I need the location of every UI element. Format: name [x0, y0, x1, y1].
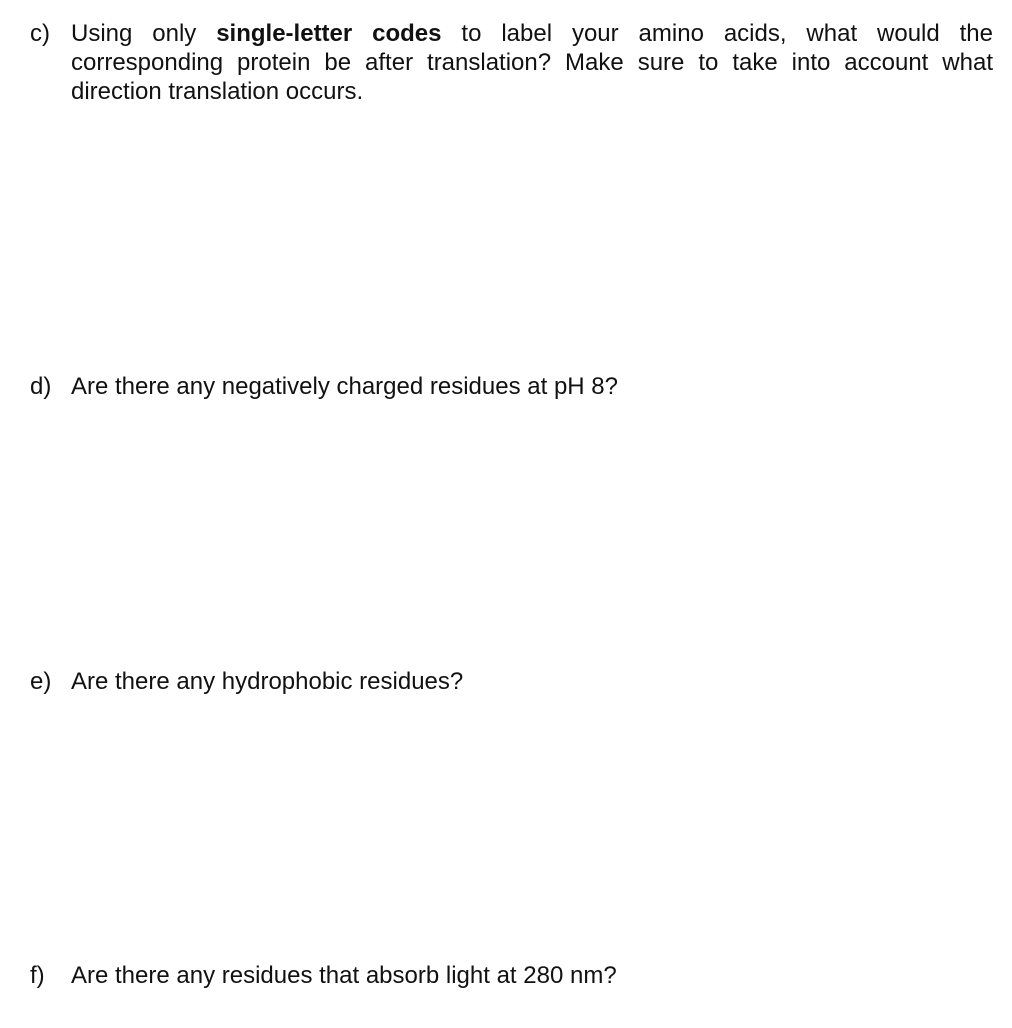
- question-text: Are there any hydrophobic residues?: [71, 668, 464, 695]
- question-text-start: Using only: [71, 20, 217, 47]
- question-text: [71, 19, 993, 106]
- question-text: Are there any residues that absorb light at 280 nm?: [71, 962, 617, 989]
- question-label: c): [30, 20, 50, 47]
- question-d: [30, 372, 993, 401]
- question-label: e): [30, 668, 52, 695]
- question-label: d): [30, 373, 52, 400]
- question-f: [30, 961, 993, 990]
- question-text-end: to label your amino acids, what would the corresponding protein be after translation? Make sure to take into account what direction translation occurs.: [71, 20, 993, 105]
- question-text: Are there any negatively charged residues at pH 8?: [71, 373, 618, 400]
- question-e: [30, 667, 993, 696]
- question-c: [30, 19, 993, 106]
- question-text-emphasis: single-letter codes: [216, 20, 442, 47]
- question-label: f): [30, 962, 45, 989]
